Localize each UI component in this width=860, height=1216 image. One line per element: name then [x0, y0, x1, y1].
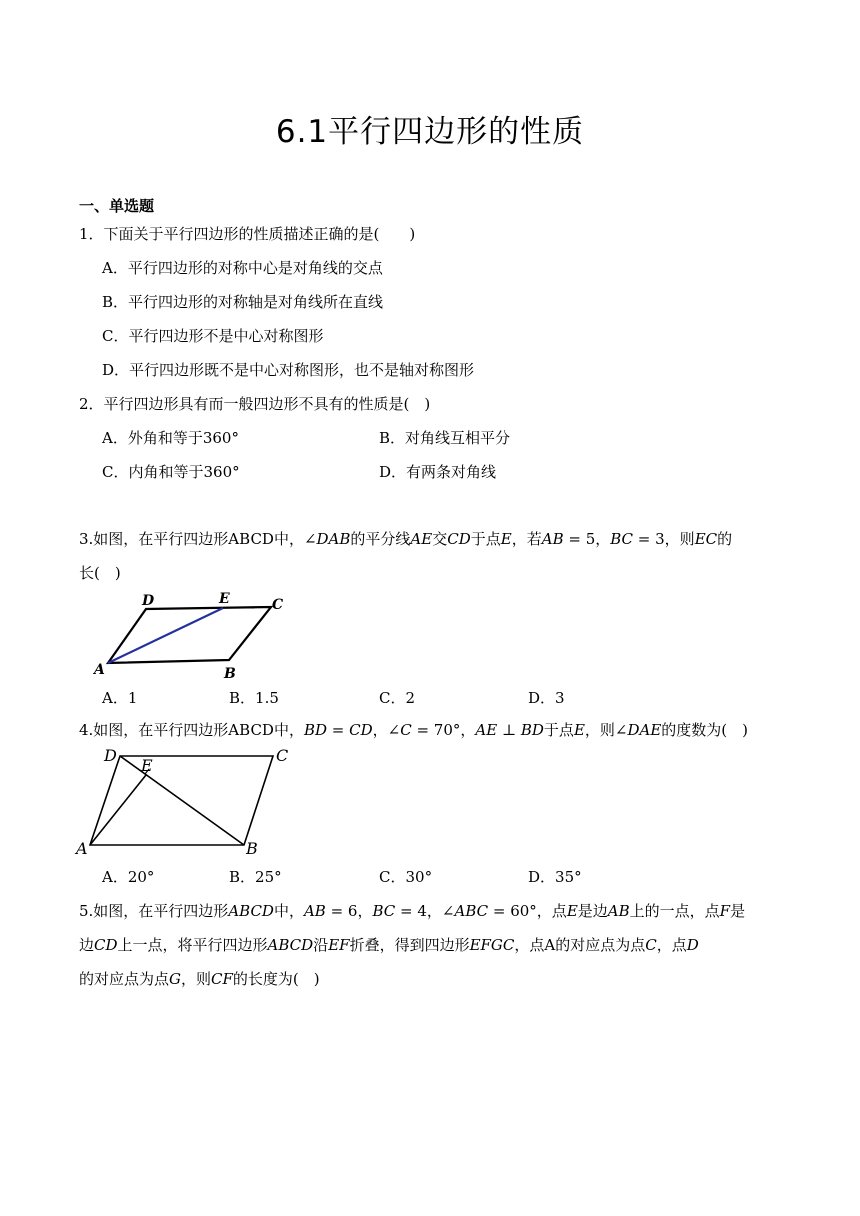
- q3-parallelogram: [108, 607, 271, 663]
- q3-figure: [86, 590, 296, 682]
- q2-option-a: A．外角和等于360°: [102, 429, 239, 447]
- q4-figure: [74, 742, 300, 860]
- q5-stem-line2: 边CD上一点，将平行四边形ABCD沿EF折叠，得到四边形EFGC，点A的对应点为点C，点D: [79, 936, 699, 954]
- q1-option-c: C．平行四边形不是中心对称图形: [102, 327, 324, 345]
- q4-stem: 4.如图，在平行四边形ABCD中，BD = CD，∠C = 70°，AE ⊥ BD于点E，则∠DAE的度数为( ): [79, 721, 749, 739]
- q3-label-d: D: [142, 593, 155, 609]
- q5-stem-line1: 5.如图，在平行四边形ABCD中，AB = 6，BC = 4，∠ABC = 60°，点E是边AB上的一点，点F是: [79, 902, 746, 920]
- q4-label-c: C: [276, 746, 289, 765]
- q1-option-d: D．平行四边形既不是中心对称图形，也不是轴对称图形: [102, 361, 475, 379]
- q4-label-d: D: [104, 746, 117, 765]
- q3-stem-line2: 长( ): [79, 564, 121, 582]
- q4-option-c: C．30°: [379, 868, 433, 886]
- q4-segment-ae: [90, 775, 146, 845]
- q3-option-d: D．3: [528, 689, 565, 707]
- q4-label-e: E: [141, 756, 153, 775]
- q3-bisector-ae: [108, 608, 223, 663]
- q3-label-c: C: [272, 597, 284, 613]
- q2-stem: 2．平行四边形具有而一般四边形不具有的性质是( ): [79, 395, 431, 413]
- q3-label-a: A: [94, 662, 105, 678]
- q4-diagonal-bd: [120, 756, 244, 845]
- q2-option-d: D．有两条对角线: [379, 463, 497, 481]
- q4-option-b: B．25°: [229, 868, 282, 886]
- q4-label-b: B: [246, 839, 258, 858]
- q3-label-b: B: [224, 666, 236, 682]
- q4-option-a: A．20°: [102, 868, 155, 886]
- section-heading: 一、单选题: [79, 197, 155, 215]
- q3-option-a: A．1: [102, 689, 138, 707]
- q4-label-a: A: [76, 839, 88, 858]
- q3-label-e: E: [219, 591, 230, 607]
- q1-option-a: A．平行四边形的对称中心是对角线的交点: [102, 259, 383, 277]
- q1-stem: 1．下面关于平行四边形的性质描述正确的是( ): [79, 225, 416, 243]
- q3-stem: 3.如图，在平行四边形ABCD中，∠DAB的平分线AE交CD于点E，若AB = 5，BC = 3，则EC的: [79, 530, 733, 548]
- q5-stem-line3: 的对应点为点G，则CF的长度为( ): [79, 970, 320, 988]
- q3-option-c: C．2: [379, 689, 416, 707]
- q2-option-b: B．对角线互相平分: [379, 429, 511, 447]
- q3-option-b: B．1.5: [229, 689, 279, 707]
- q4-option-d: D．35°: [528, 868, 582, 886]
- q2-option-c: C．内角和等于360°: [102, 463, 240, 481]
- q1-option-b: B．平行四边形的对称轴是对角线所在直线: [102, 293, 384, 311]
- page-title: 6.1平行四边形的性质: [275, 114, 585, 150]
